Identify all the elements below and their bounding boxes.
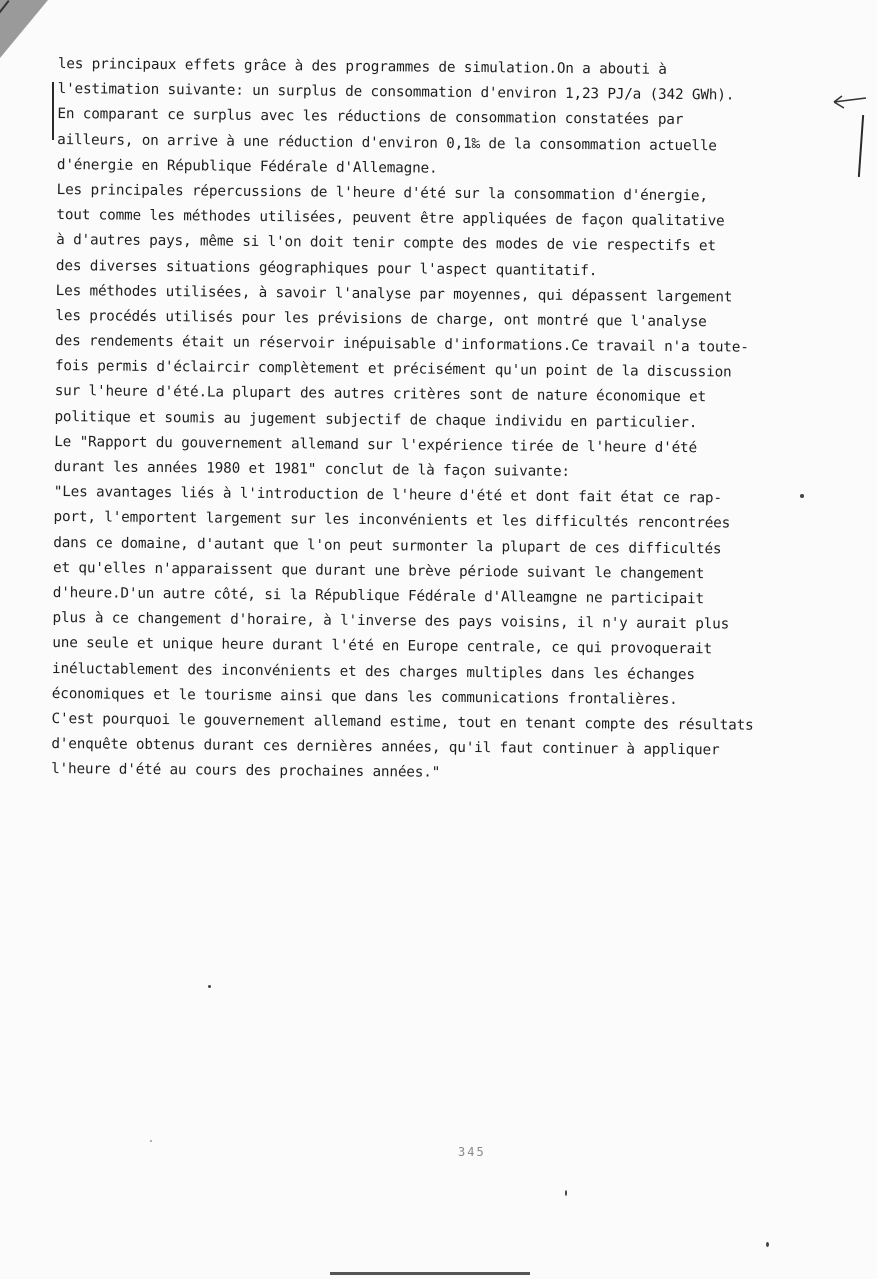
text-line: des rendements était un réservoir inépuisable d'informations.Ce travail n'a toute- — [55, 333, 749, 356]
right-margin-annotation-bar — [858, 115, 864, 177]
text-line: et qu'elles n'apparaissent que durant une brève période suivant le changement — [52, 559, 705, 582]
scan-speck — [800, 494, 804, 498]
text-line: l'heure d'été au cours des prochaines années." — [51, 761, 441, 781]
text-line: Les principales répercussions de l'heure d'été sur la consommation d'énergie, — [56, 181, 708, 205]
scan-speck — [150, 1140, 152, 1142]
text-line: En comparant ce surplus avec les réductions de consommation constatées par — [57, 106, 684, 129]
text-line: Les méthodes utilisées, à savoir l'analyse par moyennes, qui dépassent largement — [55, 282, 733, 306]
text-line: d'enquête obtenus durant ces dernières années, qu'il faut continuer à appliquer — [51, 736, 720, 759]
scan-speck — [565, 1190, 567, 1196]
text-line: les principaux effets grâce à des programmes de simulation.On a abouti à — [57, 55, 667, 78]
text-line: les procédés utilisés pour les prévisions de charge, ont montré que l'analyse — [55, 307, 707, 331]
text-line: inéluctablement des inconvénients et des charges multiples dans les échanges — [52, 660, 695, 683]
text-line: plus à ce changement d'horaire, à l'inverse des pays voisins, il n'y aurait plus — [52, 610, 730, 633]
text-line: d'heure.D'un autre côté, si la République Fédérale d'Alleamgne ne participait — [52, 584, 705, 608]
text-line: Le "Rapport du gouvernement allemand sur l'expérience tirée de l'heure d'été — [54, 433, 698, 456]
text-line: dans ce domaine, d'autant que l'on peut surmonter la plupart de ces difficultés — [53, 534, 722, 557]
text-line: fois permis d'éclaircir complètement et précisément qu'un point de la discussion — [54, 358, 732, 381]
page-number: 345 — [458, 1145, 486, 1159]
page-bottom-edge — [330, 1272, 530, 1275]
scan-speck — [766, 1242, 769, 1247]
text-line: l'estimation suivante: un surplus de consommation d'environ 1,23 PJ/a (342 GWh). — [57, 81, 735, 104]
text-line: politique et soumis au jugement subjectif de chaque individu en particulier. — [54, 408, 698, 431]
text-line: des diverses situations géographiques pour l'aspect quantitatif. — [55, 257, 598, 279]
folded-corner — [0, 0, 48, 58]
document-body — [51, 52, 848, 790]
text-line: tout comme les méthodes utilisées, peuvent être appliquées de façon qualitative — [56, 207, 725, 230]
text-line: à d'autres pays, même si l'on doit tenir compte des modes de vie respectifs et — [56, 232, 716, 255]
scan-speck — [208, 985, 211, 988]
text-line: port, l'emportent largement sur les inconvénients et les difficultés rencontrées — [53, 509, 731, 532]
text-line: économiques et le tourisme ainsi que dans les communications frontalières. — [51, 685, 678, 708]
text-line: sur l'heure d'été.La plupart des autres critères sont de nature économique et — [54, 383, 707, 406]
text-line: une seule et unique heure durant l'été en Europe centrale, ce qui provoquerait — [52, 635, 713, 658]
text-line: C'est pourquoi le gouvernement allemand estime, tout en tenant compte des résultats — [51, 710, 754, 734]
text-line: d'énergie en République Fédérale d'Allemagne. — [56, 156, 438, 177]
text-line: ailleurs, on arrive à une réduction d'environ 0,1‰ de la consommation actuelle — [57, 131, 717, 154]
margin-annotation-bar — [52, 82, 54, 140]
text-line: durant les années 1980 et 1981" conclut de là façon suivante: — [53, 458, 570, 480]
text-line: "Les avantages liés à l'introduction de l'heure d'été et dont fait état ce rap- — [53, 484, 722, 507]
